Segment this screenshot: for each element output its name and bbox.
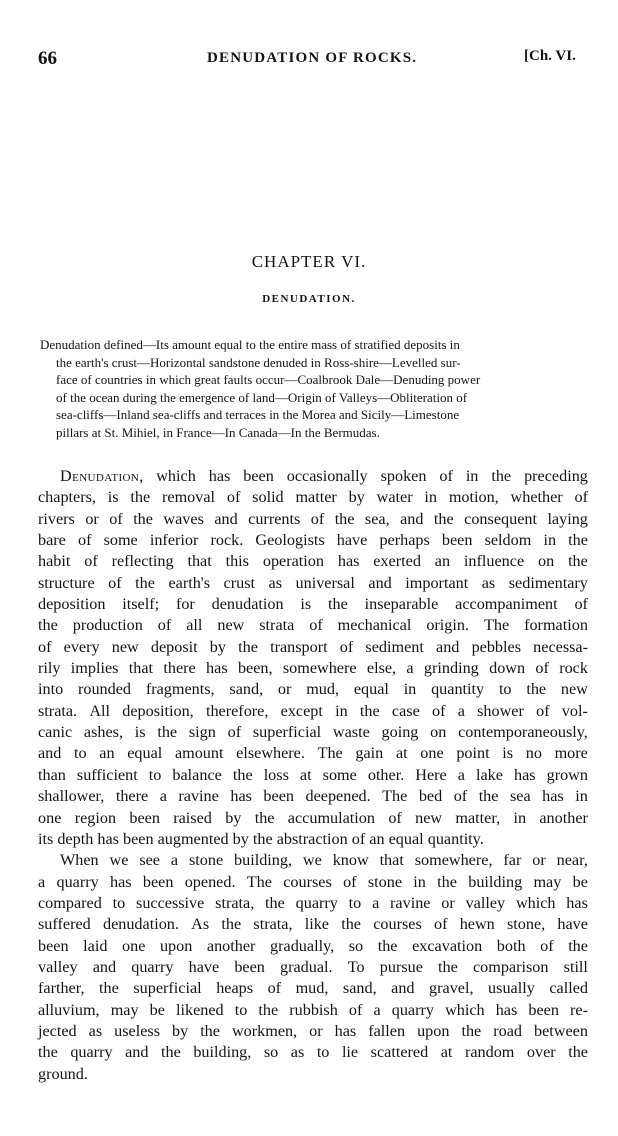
text-line: deposition itself; for denudation is the inseparable accompaniment of [38, 595, 588, 614]
summary-line: the earth's crust—Horizontal sandstone denuded in Ross-shire—Levelled sur- [56, 354, 461, 370]
section-title: DENUDATION. [262, 293, 356, 305]
text-line: habit of reflecting that this operation has exerted an influence on the [38, 552, 588, 571]
summary-line: Denudation defined—Its amount equal to the entire mass of stratified deposits in [40, 337, 460, 352]
text-line: alluvium, may be likened to the rubbish of a quarry which has been re- [38, 1000, 588, 1019]
first-line-rest: , [139, 467, 144, 485]
text-line: valley and quarry have been gradual. To pursue the comparison still [38, 957, 588, 976]
text-line: farther, the superficial heaps of mud, sand, and gravel, usually called [38, 979, 588, 998]
lead-word: Denudation [60, 467, 140, 485]
summary-line: pillars at St. Mihiel, in France—In Canada—In the Bermudas. [56, 424, 380, 440]
text-line: chapters, is the removal of solid matter by water in motion, whether of [38, 488, 588, 507]
page-header [0, 44, 618, 74]
summary-line: of the ocean during the emergence of land—Origin of Valleys—Obliteration of [56, 389, 468, 405]
text-line: and to an equal amount elsewhere. The gain at one point is no more [38, 744, 588, 763]
text-line: compared to successive strata, the quarry to a ravine or valley which has [38, 893, 588, 912]
text-line: When we see a stone building, we know that somewhere, far or near, [60, 851, 588, 870]
text-line: bare of some inferior rock. Geologists have perhaps been seldom in the [38, 531, 588, 550]
text-line: strata. All deposition, therefore, except in the case of a shower of vol- [38, 701, 588, 720]
summary-line: sea-cliffs—Inland sea-cliffs and terraces in the Morea and Sicily—Limestone [56, 407, 460, 423]
text-line: suffered denudation. As the strata, like the courses of hewn stone, have [38, 915, 588, 934]
text-line: structure of the earth's crust as universal and important as sedimentary [38, 573, 588, 592]
text-line: the quarry and the building, so as to lie scattered at random over the [38, 1043, 588, 1062]
paragraph-1-first-line: Denudation, which has been occasionally spoken of in the preceding [60, 467, 588, 485]
paragraph-2 [38, 850, 588, 1085]
text-line: the production of all new strata of mechanical origin. The formation [38, 616, 588, 635]
text-line: canic ashes, is the sign of superficial waste going on contemporaneously, [38, 723, 588, 742]
text-line: shallower, there a ravine has been deepened. The bed of the sea has in [38, 787, 588, 806]
page-number: 66 [38, 48, 57, 69]
text-line: been laid one upon another gradually, so the excavation both of the [38, 936, 588, 955]
text-line: rily implies that there has been, somewhere else, a grinding down of rock [38, 659, 588, 678]
paragraph-1 [38, 487, 588, 850]
text-line: than sufficient to balance the loss at some other. Here a lake has grown [38, 765, 588, 784]
chapter-heading: CHAPTER VI. [251, 252, 367, 271]
text-line: its depth has been augmented by the abstraction of an equal quantity. [38, 829, 484, 848]
text-line: rivers or of the waves and currents of the sea, and the consequent laying [38, 509, 588, 528]
summary-line: face of countries in which great faults occur—Coalbrook Dale—Denuding power [56, 372, 481, 388]
text-line: one region been raised by the accumulation of new matter, in another [38, 808, 588, 827]
running-title: DENUDATION OF ROCKS. [207, 50, 418, 66]
text-line: into rounded fragments, sand, or mud, equal in quantity to the new [38, 680, 588, 699]
text-line: of every new deposit by the transport of sediment and pebbles necessa- [38, 637, 588, 656]
body-text [38, 466, 588, 1085]
chapter-reference: [Ch. VI. [524, 48, 576, 64]
text-line: a quarry has been opened. The courses of stone in the building may be [38, 872, 588, 891]
chapter-summary [40, 336, 588, 442]
text-line: jected as useless by the workmen, or has fallen upon the road between [38, 1021, 588, 1040]
text-line: ground. [38, 1064, 88, 1083]
